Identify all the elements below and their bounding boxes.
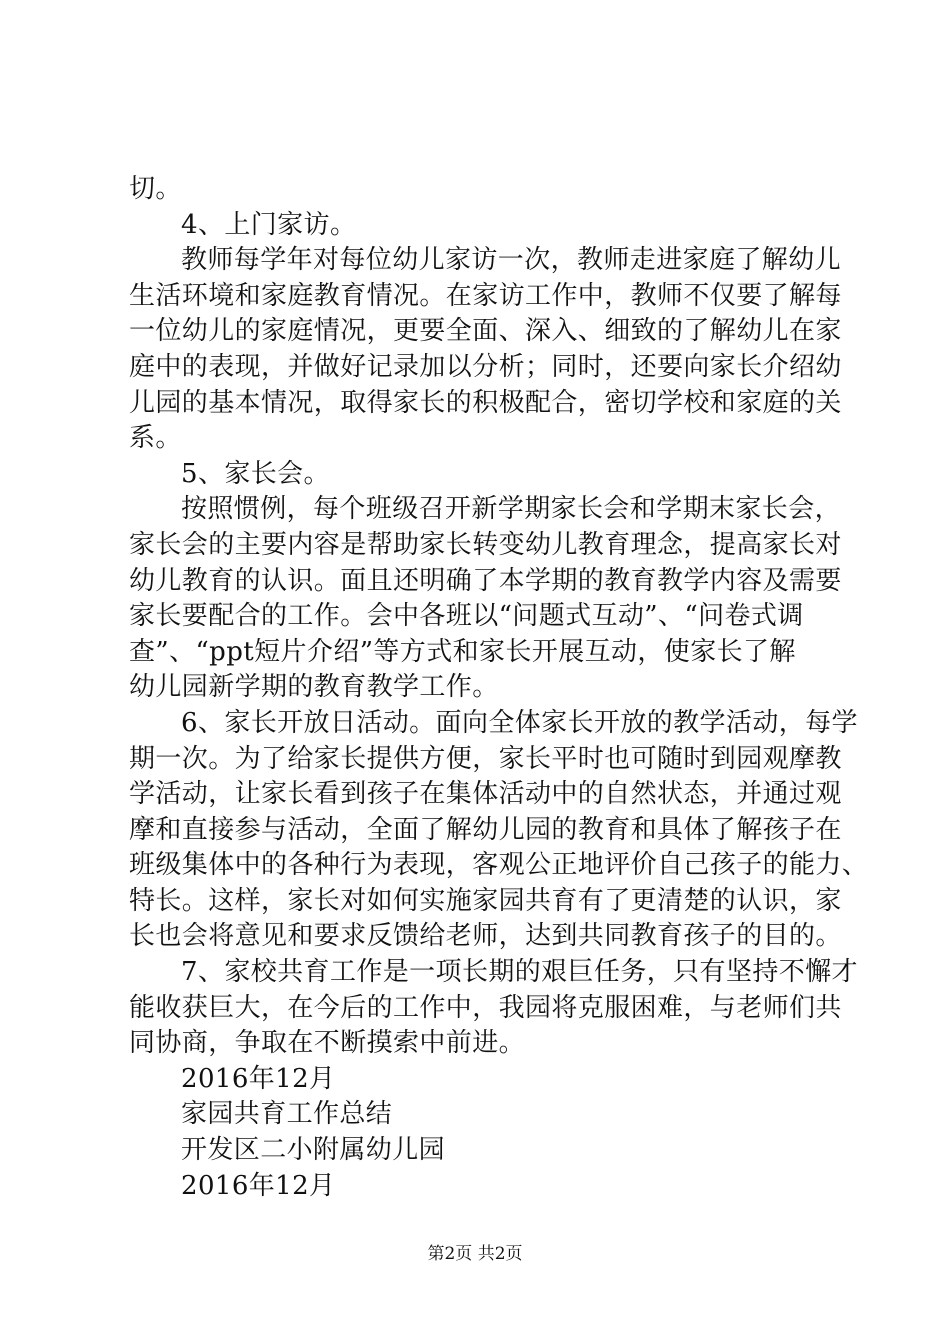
- section-heading-parent-meeting: 5、家长会。: [181, 458, 330, 489]
- text-line: 一位幼儿的家庭情况，更要全面、深入、细致的了解幼儿在家: [129, 316, 842, 347]
- text-line: 切。: [129, 174, 182, 204]
- organization-line: 开发区二小附属幼儿园: [181, 1135, 446, 1166]
- document-title-line: 家园共育工作总结: [181, 1099, 393, 1130]
- text-line: 庭中的表现，并做好记录加以分析；同时，还要向家长介绍幼: [129, 351, 842, 382]
- text-line: 家长会的主要内容是帮助家长转变幼儿教育理念，提高家长对: [129, 529, 842, 560]
- date-line: 2016年12月: [181, 1063, 336, 1094]
- document-body: [129, 172, 869, 1204]
- date-line: 2016年12月: [181, 1170, 336, 1201]
- text-line: 特长。这样，家长对如何实施家园共育有了更清楚的认识，家: [129, 885, 842, 916]
- text-line: 查”、“ppt短片介绍”等方式和家长开展互动，使家长了解: [129, 636, 796, 667]
- text-line: 生活环境和家庭教育情况。在家访工作中，教师不仅要了解每: [129, 280, 842, 311]
- text-line: 长也会将意见和要求反馈给老师，达到共同教育孩子的目的。: [129, 921, 842, 952]
- text-line: 系。: [129, 423, 182, 454]
- text-line: 儿园的基本情况，取得家长的积极配合，密切学校和家庭的关: [129, 387, 842, 418]
- text-line: 幼儿园新学期的教育教学工作。: [129, 672, 499, 703]
- text-line: 教师每学年对每位幼儿家访一次，教师走进家庭了解幼儿: [181, 245, 842, 276]
- section-heading-home-visit: 4、上门家访。: [181, 209, 357, 240]
- text-line: 期一次。为了给家长提供方便，家长平时也可随时到园观摩教: [129, 743, 842, 774]
- section-heading-conclusion: 7、家校共育工作是一项长期的艰巨任务，只有坚持不懈才: [181, 957, 858, 988]
- text-line: 家长要配合的工作。会中各班以“问题式互动”、“问卷式调: [129, 601, 804, 632]
- text-line: 按照惯例，每个班级召开新学期家长会和学期末家长会，: [181, 494, 842, 525]
- page-number-label: 第2页 共2页: [427, 1244, 523, 1264]
- text-line: 同协商，争取在不断摸索中前进。: [129, 1028, 526, 1059]
- text-line: 能收获巨大，在今后的工作中，我园将克服困难，与老师们共: [129, 992, 842, 1023]
- page-footer: [0, 1243, 950, 1265]
- text-line: 摩和直接参与活动，全面了解幼儿园的教育和具体了解孩子在: [129, 814, 842, 845]
- text-line: 幼儿教育的认识。面且还明确了本学期的教育教学内容及需要: [129, 565, 842, 596]
- section-heading-open-day: 6、家长开放日活动。面向全体家长开放的教学活动，每学: [181, 707, 858, 738]
- text-line: 学活动，让家长看到孩子在集体活动中的自然状态，并通过观: [129, 779, 842, 810]
- text-line: 班级集体中的各种行为表现，客观公正地评价自己孩子的能力、: [129, 850, 869, 881]
